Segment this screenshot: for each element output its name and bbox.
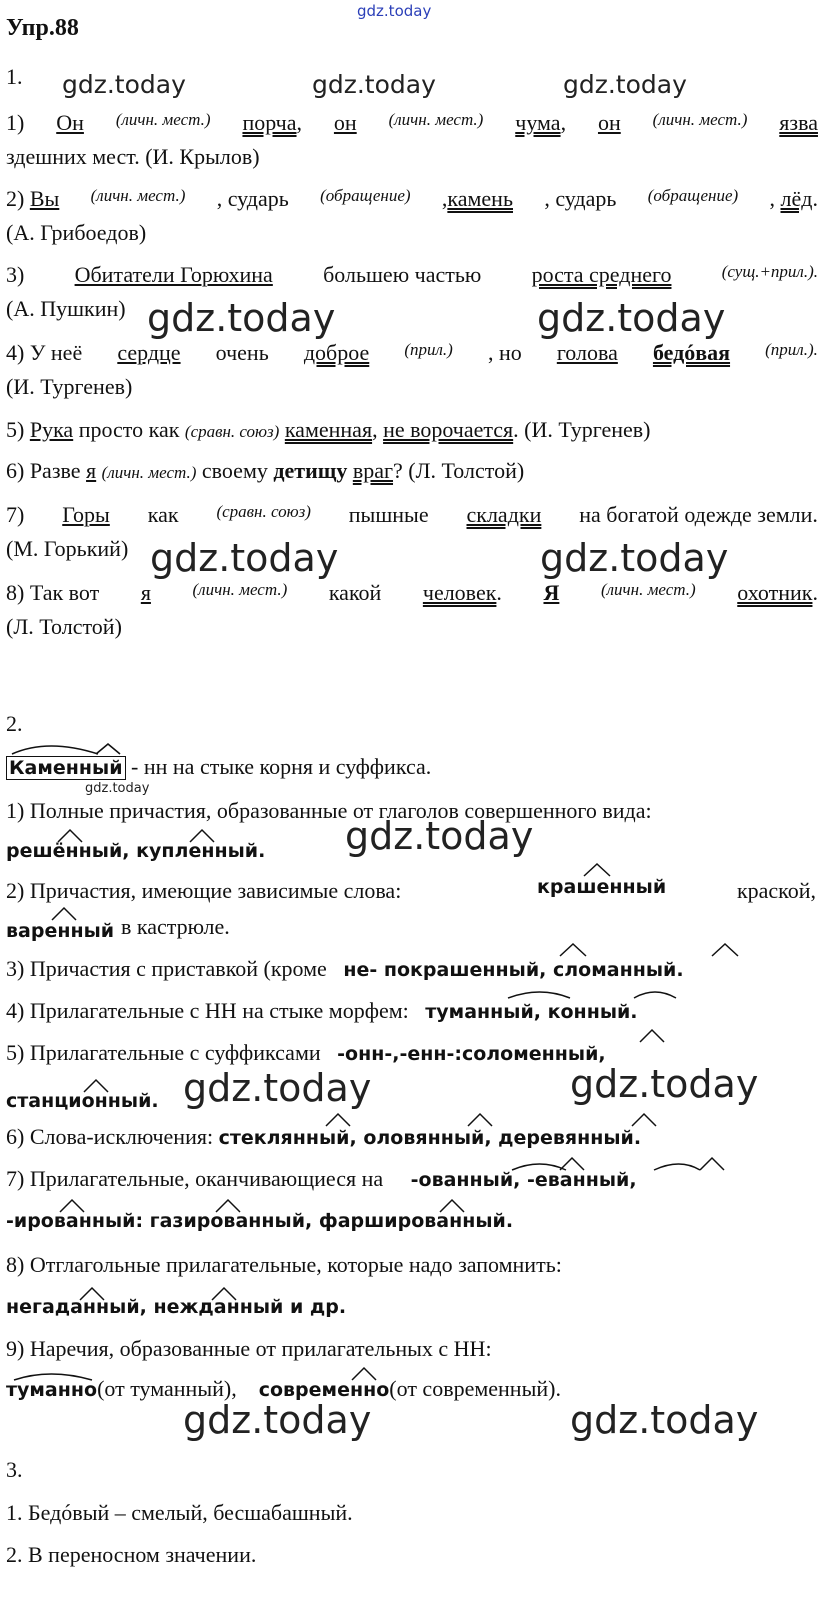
part2-number: 2.	[6, 711, 23, 736]
exercise-title: Упр.88	[6, 15, 79, 41]
watermark: gdz.today	[570, 1398, 759, 1442]
comment: (прил.).	[765, 340, 818, 359]
watermark: gdz.today	[540, 536, 729, 580]
rule-9-examples: туманно(от туманный), современно(от современный).	[6, 1376, 561, 1401]
root-word: Каменный	[6, 756, 126, 780]
word: доброе	[303, 340, 370, 365]
word: голова	[556, 340, 618, 365]
sentence-3: 3) Обитатели Горюхина большею частью роста среднего (сущ.+прил.).	[6, 262, 818, 287]
watermark: gdz.today	[85, 781, 150, 796]
rule-5-examples: станционный.	[6, 1090, 159, 1112]
rule-1: 1) Полные причастия, образованные от глаголов совершенного вида:	[6, 798, 652, 823]
comment: (личн. мест.)	[388, 110, 484, 129]
rule-2-text: в кастрюле.	[121, 914, 230, 939]
rule-3: 3) Причастия с приставкой (кроме не- покрашенный, сломанный.	[6, 956, 684, 981]
word: бедóвая	[652, 340, 731, 365]
comment: (сущ.+прил.).	[721, 262, 818, 281]
sentence-7: 7) Горы как (сравн. союз) пышные складки на богатой одежде земли.	[6, 502, 818, 527]
part2-intro	[6, 754, 818, 780]
sentence-1	[6, 110, 818, 136]
word: лёд	[780, 186, 813, 211]
word: сердце	[117, 340, 181, 365]
example-word: варенный	[6, 920, 115, 942]
comment: (личн. мест.)	[115, 110, 211, 129]
comment: (обращение)	[320, 186, 411, 205]
part3-number: 3.	[6, 1457, 23, 1482]
watermark: gdz.today	[537, 296, 726, 340]
rule-7: 7) Прилагательные, оканчивающиеся на -ованный, -еванный,	[6, 1166, 637, 1191]
comment: (личн. мест.)	[652, 110, 748, 129]
word: Вы	[29, 186, 60, 211]
rule-9: 9) Наречия, образованные от прилагательных с НН:	[6, 1336, 492, 1361]
morpheme-marks	[0, 820, 823, 1420]
comment: (прил.)	[404, 340, 453, 359]
rule-5: 5) Прилагательные с суффиксами -онн-,-енн-:соломенный,	[6, 1040, 606, 1065]
word: чума,	[515, 110, 567, 135]
text: большею частью	[323, 262, 482, 287]
comment: (обращение)	[647, 186, 739, 205]
rule-7-examples: -ированный: газированный, фаршированный.	[6, 1210, 514, 1232]
watermark: gdz.today	[183, 1066, 372, 1110]
comment: (личн. мест.)	[90, 186, 186, 205]
sentence-5: 5) Рука просто как (сравн. союз) каменная, не ворочается. (И. Тургенев)	[6, 417, 651, 442]
sentence-6: 6) Разве я (личн. мест.) своему детищу враг? (Л. Толстой)	[6, 458, 525, 483]
sentence-2: 2) Вы (личн. мест.) , сударь (обращение) ,камень , сударь (обращение) , лёд.	[6, 186, 818, 211]
text: , сударь	[544, 186, 617, 211]
sentence-4: 4) У неё сердце очень доброе (прил.) , но голова бедóвая (прил.).	[6, 340, 818, 365]
sentence-2-cont: (А. Грибоедов)	[6, 220, 147, 245]
sentence-3-cont: (А. Пушкин)	[6, 296, 126, 321]
watermark: gdz.today	[345, 814, 534, 858]
sentence-1-cont: здешних мест. (И. Крылов)	[6, 144, 260, 169]
answer-2: 2. В переносном значении.	[6, 1542, 257, 1567]
rule-6: 6) Слова-исключения: стеклянный, оловянный, деревянный.	[6, 1124, 642, 1149]
watermark: gdz.today	[563, 70, 687, 99]
word: язва	[779, 110, 818, 135]
intro-text: - нн на стыке корня и суффикса.	[131, 754, 432, 779]
watermark: gdz.today	[357, 2, 432, 20]
word: Он	[56, 110, 84, 135]
example-word: крашенный	[537, 876, 667, 898]
watermark: gdz.today	[147, 296, 336, 340]
sentence-8-cont: (Л. Толстой)	[6, 614, 122, 639]
rule-2: 2) Причастия, имеющие зависимые слова:	[6, 878, 402, 903]
word: роста среднего	[531, 262, 672, 287]
word: Обитатели Горюхина	[74, 262, 273, 287]
answer-1: 1. Бедóвый – смелый, бесшабашный.	[6, 1500, 353, 1525]
word: он	[333, 110, 357, 135]
sentence-7-cont: (М. Горький)	[6, 536, 129, 561]
sentence-4-cont: (И. Тургенев)	[6, 374, 133, 399]
rule-8: 8) Отглагольные прилагательные, которые надо запомнить:	[6, 1252, 562, 1277]
rule-1-examples: решённый, купленный.	[6, 840, 266, 862]
root-arc	[8, 740, 138, 756]
watermark: gdz.today	[62, 70, 186, 99]
word: он	[597, 110, 621, 135]
rule-2-text: краской,	[736, 878, 816, 903]
watermark: gdz.today	[570, 1062, 759, 1106]
rule-4: 4) Прилагательные с НН на стыке морфем: туманный, конный.	[6, 998, 638, 1023]
part1-number: 1.	[6, 64, 23, 89]
rule-8-examples: негаданный, нежданный и др.	[6, 1296, 347, 1318]
text: , сударь	[216, 186, 289, 211]
word: порча,	[242, 110, 303, 135]
item-number: 1)	[6, 110, 25, 135]
watermark: gdz.today	[183, 1398, 372, 1442]
sentence-8: 8) Так вот я (личн. мест.) какой человек. Я (личн. мест.) охотник.	[6, 580, 818, 605]
watermark: gdz.today	[150, 536, 339, 580]
watermark: gdz.today	[312, 70, 436, 99]
word: камень	[447, 186, 513, 211]
